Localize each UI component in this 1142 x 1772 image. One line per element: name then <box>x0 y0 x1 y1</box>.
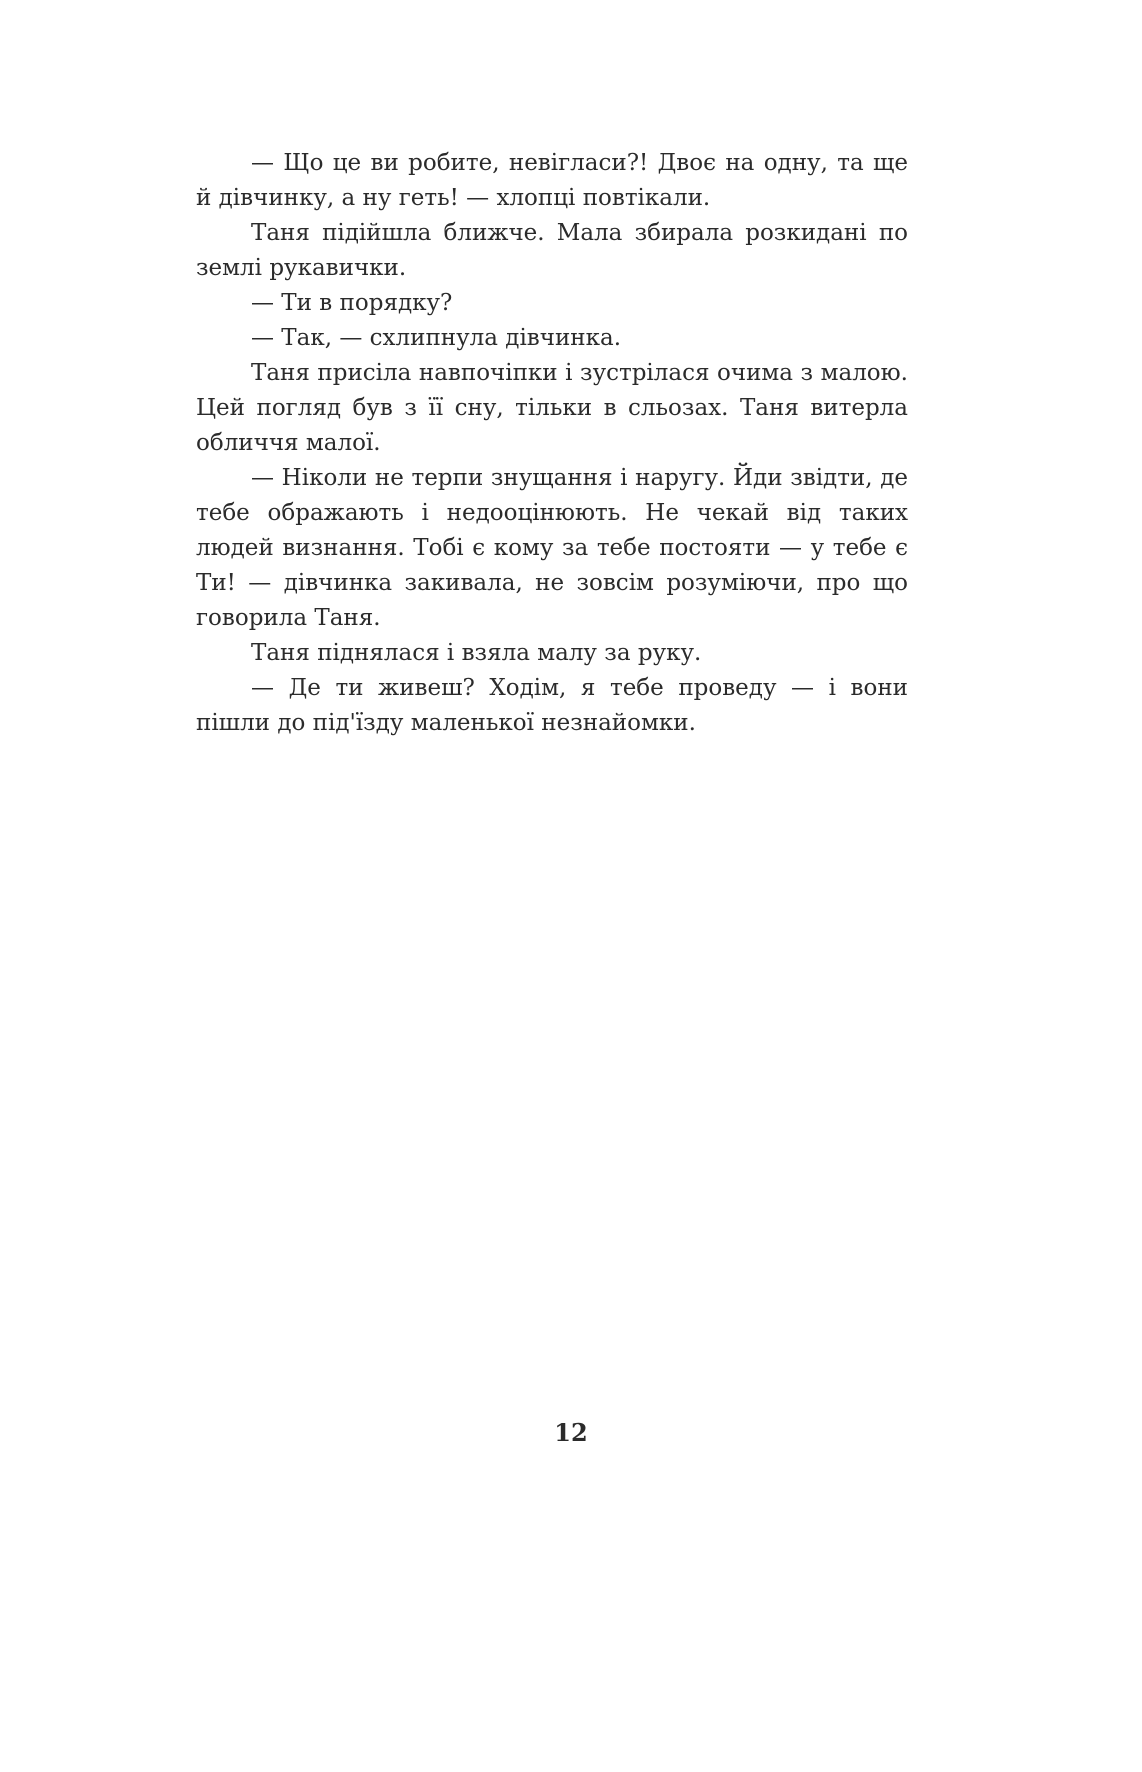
paragraph: — Що це ви робите, невігласи?! Двоє на одну, та ще й дівчинку, а ну геть! — хлопці повтікали. <box>196 150 908 211</box>
paragraph: — Так, — схлипнула дівчинка. <box>251 325 622 351</box>
page-text-block <box>196 146 908 741</box>
page-number: 12 <box>554 1418 588 1447</box>
paragraph: Таня підійшла ближче. Мала збирала розкидані по землі рукавички. <box>196 220 908 281</box>
paragraph: — Ти в порядку? <box>251 290 453 316</box>
paragraph: Таня присіла навпочіпки і зустрілася очима з малою. Цей погляд був з її сну, тільки в сльозах. Таня витерла обличчя малої. <box>196 360 908 456</box>
paragraph: — Де ти живеш? Ходім, я тебе проведу — і вони пішли до під'їзду маленької незнайомки. <box>196 675 908 736</box>
paragraph: — Ніколи не терпи знущання і наругу. Йди звідти, де тебе ображають і недооцінюють. Не чекай від таких людей визнання. Тобі є кому за тебе постояти — у тебе є Ти! — дівчинка закивала, не зовсім розуміючи, про що говорила Таня. <box>196 465 908 631</box>
paragraph: Таня піднялася і взяла малу за руку. <box>251 640 702 666</box>
